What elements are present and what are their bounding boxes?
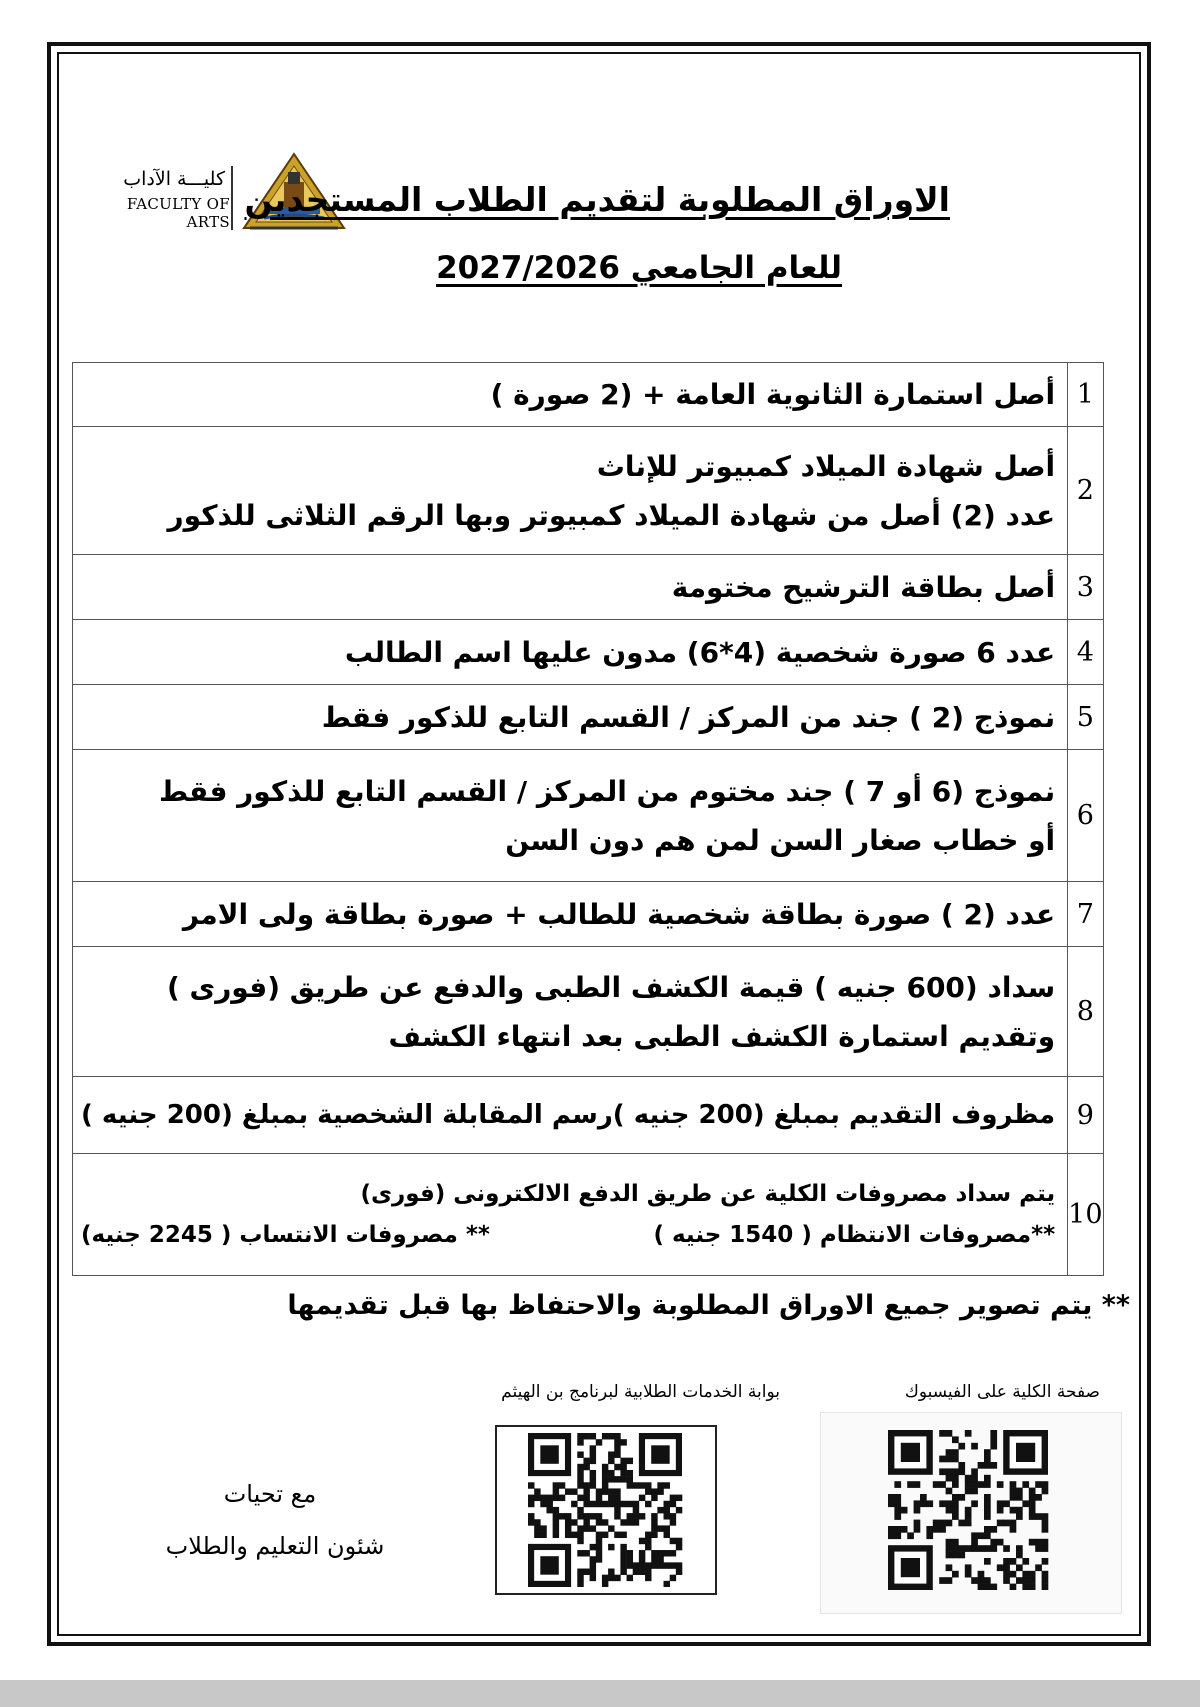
- table-row: [73, 1077, 1104, 1154]
- requirement-text: [73, 947, 1068, 1077]
- logo-text-english: FACULTY OF ARTS: [126, 195, 230, 231]
- requirement-line: أصل استمارة الثانوية العامة + (2 صورة ): [490, 378, 1056, 411]
- table-row: [73, 947, 1104, 1077]
- table-row: [73, 620, 1104, 685]
- requirement-line: عدد 6 صورة شخصية (4*6) مدون عليها اسم الطالب: [344, 635, 1056, 669]
- signature-department: شئون التعليم والطلاب: [165, 1532, 385, 1560]
- row-number: 4: [1068, 620, 1103, 685]
- portal-qr-code-icon[interactable]: [505, 1433, 705, 1587]
- table-row: [73, 363, 1104, 427]
- requirement-text: [73, 1077, 1068, 1154]
- academic-year-title: للعام الجامعي 2027/2026: [436, 250, 842, 286]
- row-number: 9: [1068, 1077, 1103, 1154]
- page-title: الاوراق المطلوبة لتقديم الطلاب المستجدين: [244, 180, 950, 219]
- table-row: [73, 685, 1104, 750]
- table-row: [73, 427, 1104, 555]
- row-number: 1: [1068, 363, 1103, 427]
- requirement-line: يتم سداد مصروفات الكلية عن طريق الدفع الالكترونى (فورى): [360, 1180, 1056, 1207]
- requirement-line: أصل شهادة الميلاد كمبيوتر للإناث: [596, 449, 1056, 483]
- portal-qr-caption: بوابة الخدمات الطلابية لبرنامج بن الهيثم: [501, 1382, 780, 1402]
- requirement-line: عدد (2 ) صورة بطاقة شخصية للطالب + صورة بطاقة ولى الامر: [182, 897, 1056, 931]
- requirement-part: رسم المقابلة الشخصية بمبلغ (200 جنيه ): [81, 1099, 613, 1130]
- table-row: [73, 555, 1104, 620]
- facebook-qr-code-icon[interactable]: [868, 1430, 1068, 1590]
- signature-greeting: مع تحيات: [223, 1480, 317, 1508]
- requirement-text: [73, 882, 1068, 947]
- row-number: 6: [1068, 750, 1103, 882]
- requirement-line: سداد (600 جنيه ) قيمة الكشف الطبى والدفع عن طريق (فورى ): [166, 970, 1056, 1004]
- row-number: 5: [1068, 685, 1103, 750]
- requirement-line: وتقديم استمارة الكشف الطبى بعد انتهاء الكشف: [388, 1019, 1056, 1053]
- requirement-line: نموذج (2 ) جند من المركز / القسم التابع للذكور فقط: [321, 700, 1056, 734]
- logo-divider: [231, 166, 233, 230]
- facebook-qr-caption: صفحة الكلية على الفيسبوك: [904, 1382, 1100, 1402]
- photocopy-note: ** يتم تصوير جميع الاوراق المطلوبة والاحتفاظ بها قبل تقديمها: [287, 1290, 1130, 1321]
- requirement-line: أصل بطاقة الترشيح مختومة: [671, 570, 1056, 604]
- requirement-part: مظروف التقديم بمبلغ (200 جنيه ): [612, 1099, 1056, 1130]
- table-row: [73, 882, 1104, 947]
- bottom-gray-bar: [0, 1680, 1200, 1707]
- requirement-text: [73, 750, 1068, 882]
- table-row: [73, 750, 1104, 882]
- requirements-table: [72, 362, 1104, 1276]
- requirement-line: عدد (2) أصل من شهادة الميلاد كمبيوتر وبها الرقم الثلاثى للذكور: [167, 498, 1056, 532]
- row-number: 2: [1068, 427, 1103, 555]
- row-number: 10: [1068, 1154, 1103, 1276]
- requirement-part: ** مصروفات الانتساب ( 2245 جنيه): [81, 1221, 490, 1248]
- table-row: [73, 1154, 1104, 1276]
- row-number: 8: [1068, 947, 1103, 1077]
- row-number: 3: [1068, 555, 1103, 620]
- requirement-text: [73, 1154, 1068, 1276]
- requirement-line: نموذج (6 أو 7 ) جند مختوم من المركز / القسم التابع للذكور فقط: [158, 774, 1056, 808]
- requirement-line: أو خطاب صغار السن لمن هم دون السن: [505, 823, 1056, 857]
- row-number: 7: [1068, 882, 1103, 947]
- requirement-text: [73, 363, 1068, 427]
- requirement-part: **مصروفات الانتظام ( 1540 جنيه ): [653, 1221, 1056, 1248]
- requirement-text: [73, 685, 1068, 750]
- requirement-text: [73, 620, 1068, 685]
- requirement-text: [73, 427, 1068, 555]
- requirement-text: [73, 555, 1068, 620]
- logo-text-arabic: كليـــة الآداب: [123, 168, 225, 190]
